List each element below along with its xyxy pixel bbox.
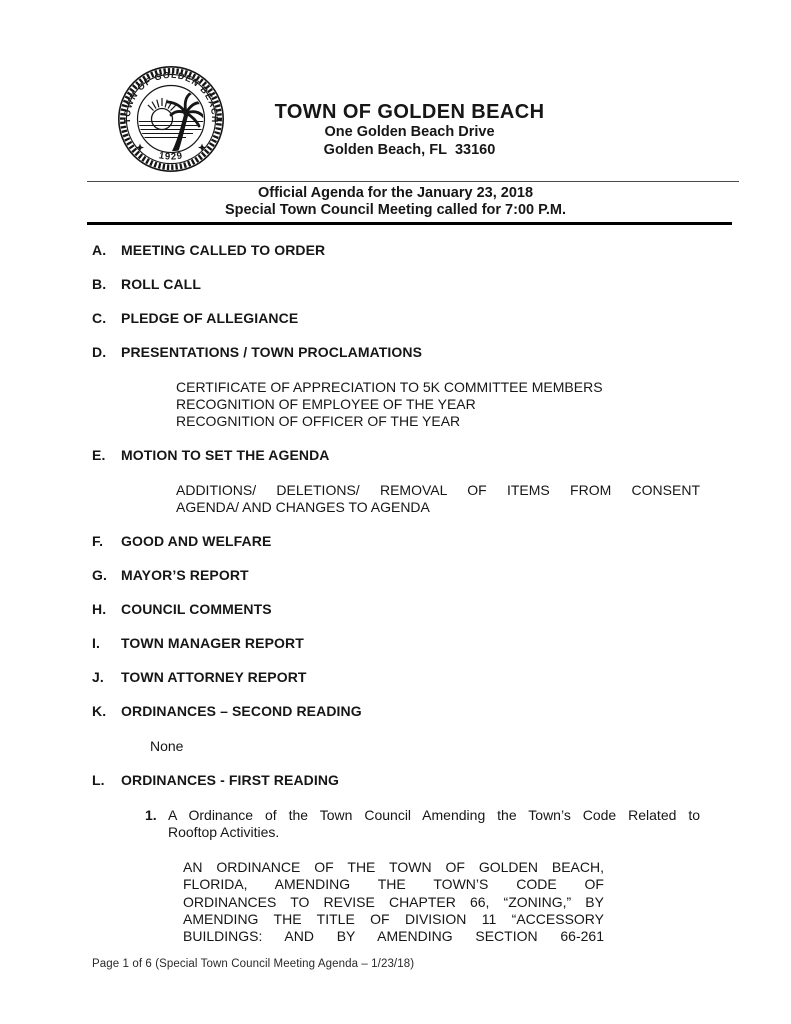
consent-agenda-note <box>176 482 700 516</box>
item-text <box>168 807 700 841</box>
section-title: ORDINANCES – SECOND READING <box>121 703 362 719</box>
note-line: AGENDA/ AND CHANGES TO AGENDA <box>176 499 430 515</box>
section-title: MEETING CALLED TO ORDER <box>121 242 326 258</box>
divider-thin <box>87 181 739 182</box>
section-letter: I. <box>92 635 100 651</box>
agenda-section-f <box>92 533 791 550</box>
section-title: ROLL CALL <box>121 276 201 292</box>
section-letter: F. <box>92 533 104 549</box>
section-title: PLEDGE OF ALLEGIANCE <box>121 310 299 326</box>
section-title: GOOD AND WELFARE <box>121 533 272 549</box>
header-text-block <box>14 100 791 159</box>
section-letter: D. <box>92 344 107 360</box>
presentation-line: RECOGNITION OF EMPLOYEE OF THE YEAR <box>176 396 476 412</box>
divider-thick <box>87 222 732 225</box>
agenda-section-h <box>92 601 791 618</box>
agenda-section-k <box>92 703 791 720</box>
agenda-section-c <box>92 310 791 327</box>
address-line-2: Golden Beach, FL 33160 <box>323 141 496 158</box>
section-title: PRESENTATIONS / TOWN PROCLAMATIONS <box>121 344 423 360</box>
section-title: COUNCIL COMMENTS <box>121 601 272 617</box>
first-reading-item-1 <box>145 807 791 841</box>
agenda-section-b <box>92 276 791 293</box>
section-letter: H. <box>92 601 107 617</box>
agenda-section-j <box>92 669 791 686</box>
section-letter: A. <box>92 242 107 258</box>
address-line-1: One Golden Beach Drive <box>324 124 495 140</box>
item-text-line: A Ordinance of the Town Council Amending the Town’s Code Related to <box>168 807 700 823</box>
section-title: ORDINANCES - FIRST READING <box>121 772 340 788</box>
section-title: MAYOR’S REPORT <box>121 567 249 583</box>
page-footer: Page 1 of 6 (Special Town Council Meeting Agenda – 1/23/18) <box>92 958 415 970</box>
agenda-section-a <box>92 242 791 259</box>
agenda-banner-line-2: Special Town Council Meeting called for 7:00 P.M. <box>224 202 567 218</box>
town-name-title: TOWN OF GOLDEN BEACH <box>274 101 545 123</box>
caption-line: AMENDING THE TITLE OF DIVISION 11 “ACCESSORY <box>183 910 604 927</box>
item-number: 1. <box>145 807 157 823</box>
section-letter: L. <box>92 772 105 788</box>
ordinance-caption <box>183 859 604 945</box>
section-letter: J. <box>92 669 104 685</box>
item-text-line: Rooftop Activities. <box>168 824 280 840</box>
agenda-section-d <box>92 344 791 361</box>
section-title: TOWN MANAGER REPORT <box>121 635 304 651</box>
caption-line: BUILDINGS: AND BY AMENDING SECTION 66-261 <box>183 928 604 945</box>
caption-line: AN ORDINANCE OF THE TOWN OF GOLDEN BEACH, <box>183 859 604 875</box>
agenda-section-e <box>92 447 791 464</box>
section-letter: E. <box>92 447 106 463</box>
agenda-banner <box>0 185 791 219</box>
section-letter: C. <box>92 310 107 326</box>
section-letter: B. <box>92 276 107 292</box>
section-letter: G. <box>92 567 107 583</box>
note-line: ADDITIONS/ DELETIONS/ REMOVAL OF ITEMS FROM CONSENT <box>176 482 700 498</box>
presentation-line: RECOGNITION OF OFFICER OF THE YEAR <box>176 413 461 429</box>
seal-ring-text: TOWN OF GOLDEN BEACH <box>121 69 221 124</box>
agenda-section-g <box>92 567 791 584</box>
presentation-line: CERTIFICATE OF APPRECIATION TO 5K COMMITTEE MEMBERS <box>176 379 603 395</box>
agenda-section-l <box>92 772 791 789</box>
seal-year: 1929 <box>157 150 185 163</box>
section-letter: K. <box>92 703 107 719</box>
caption-line: FLORIDA, AMENDING THE TOWN’S CODE OF <box>183 876 604 893</box>
section-title: MOTION TO SET THE AGENDA <box>121 447 330 463</box>
agenda-section-i <box>92 635 791 652</box>
second-reading-none: None <box>150 738 184 754</box>
section-title: TOWN ATTORNEY REPORT <box>121 669 307 685</box>
presentation-items <box>176 379 791 430</box>
document-header <box>0 0 791 181</box>
caption-line: ORDINANCES TO REVISE CHAPTER 66, “ZONING,” BY <box>183 893 604 910</box>
agenda-banner-line-1: Official Agenda for the January 23, 2018 <box>257 185 534 201</box>
